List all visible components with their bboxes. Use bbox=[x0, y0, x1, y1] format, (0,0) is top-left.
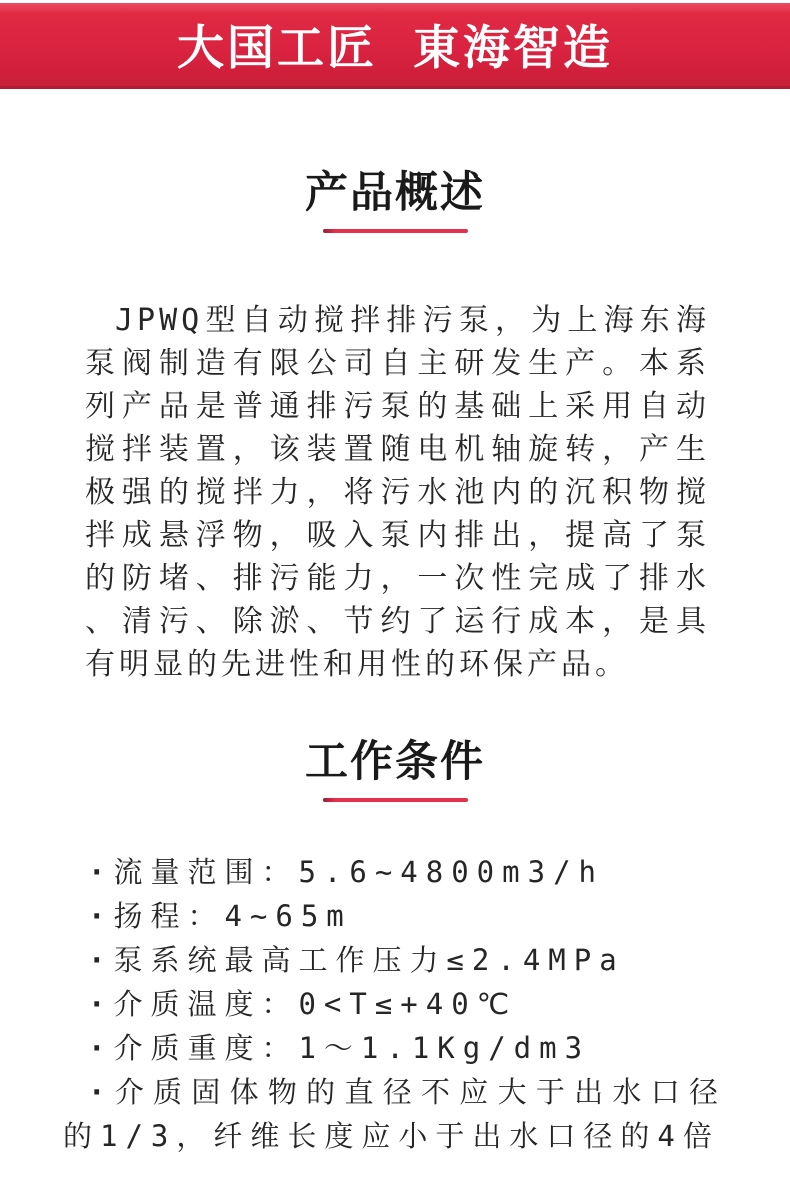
bullet-icon: · bbox=[88, 855, 114, 889]
list-item-text: 流量范围：5.6~4800m3/h bbox=[113, 855, 604, 889]
paragraph-line: 的防堵、排污能力，一次性完成了排水 bbox=[85, 561, 710, 596]
bullet-icon: · bbox=[88, 899, 114, 933]
list-item-text: 介质固体物的直径不应大于出水口径的1/3，纤维长度应小于出水口径的4倍 bbox=[63, 1075, 726, 1153]
product-detail-page bbox=[0, 3, 790, 1158]
paragraph-line: 泵阀制造有限公司自主研发生产。本系 bbox=[85, 346, 710, 381]
list-item bbox=[63, 1070, 726, 1158]
paragraph-line: JPWQ型自动搅拌排污泵，为上海东海 bbox=[115, 303, 710, 338]
section-title-underline bbox=[323, 798, 468, 802]
work-conditions-list bbox=[63, 850, 726, 1158]
list-item-text: 扬程：4~65m bbox=[113, 899, 352, 933]
paragraph-line: 搅拌装置，该装置随电机轴旋转，产生 bbox=[85, 432, 710, 467]
section-title-underline bbox=[323, 229, 468, 233]
paragraph-line: 极强的搅拌力，将污水池内的沉积物搅 bbox=[85, 475, 710, 510]
banner-title: 大国工匠 東海智造 bbox=[176, 21, 614, 74]
list-item bbox=[63, 894, 726, 938]
brand-banner bbox=[0, 3, 790, 89]
section-title-overview: 产品概述 bbox=[305, 169, 485, 217]
bullet-icon: · bbox=[88, 987, 114, 1021]
list-item-text: 介质重度：1～1.1Kg/dm3 bbox=[113, 1031, 591, 1065]
section-title-work-conditions: 工作条件 bbox=[305, 738, 485, 786]
list-item bbox=[63, 850, 726, 894]
bullet-icon: · bbox=[88, 1031, 114, 1065]
bullet-icon: · bbox=[88, 943, 114, 977]
paragraph-line: 、清污、除淤、节约了运行成本，是具 bbox=[85, 604, 710, 639]
section-work-conditions bbox=[0, 738, 790, 1158]
paragraph-line: 拌成悬浮物，吸入泵内排出，提高了泵 bbox=[85, 518, 710, 553]
overview-paragraph bbox=[85, 299, 710, 686]
list-item bbox=[63, 1026, 726, 1070]
list-item-text: 介质温度：0<T≤+40℃ bbox=[113, 987, 518, 1021]
list-item bbox=[63, 938, 726, 982]
bullet-icon: · bbox=[88, 1075, 114, 1109]
section-product-overview bbox=[0, 169, 790, 686]
list-item-text: 泵系统最高工作压力≤2.4MPa bbox=[113, 943, 625, 977]
list-item bbox=[63, 982, 726, 1026]
paragraph-line: 列产品是普通排污泵的基础上采用自动 bbox=[85, 389, 710, 424]
paragraph-line: 有明显的先进性和用性的环保产品。 bbox=[85, 647, 629, 682]
